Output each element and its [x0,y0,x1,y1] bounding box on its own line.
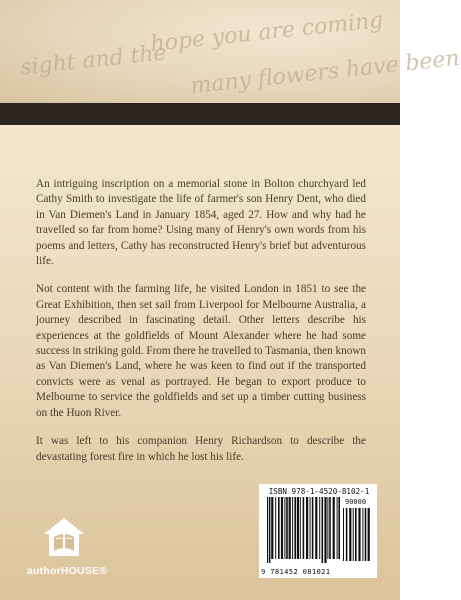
addon-barcode-bars [343,508,371,565]
script-line: hope you are coming [149,7,385,58]
script-line: many flowers have been [189,45,461,100]
script-line: sight and the [19,40,168,81]
dark-band [0,103,400,125]
handwriting-background [0,0,461,103]
barcode-bars [267,497,341,565]
barcode-digits: 9 781452 081021 [261,567,331,576]
isbn-text: ISBN 978-1-4520-8102-1 [268,487,370,496]
blurb-text [36,177,366,478]
price-code: 90000 [345,498,367,506]
publisher-name: authorHOUSE® [27,565,108,577]
barcode [259,484,377,578]
blurb-paragraph: It was left to his companion Henry Richardson to describe the devastating forest fire in which he lost his life. [36,435,366,463]
publisher-logo [27,515,108,577]
blurb-paragraph: An intriguing inscription on a memorial stone in Bolton churchyard led Cathy Smith to investigate the life of farmer's son Henry Dent, who died in Van Diemen's Land in January 1854, aged 27. How and why had he travelled so far from home? Using many of Henry's own words from his poems and letters, Cathy has reconstructed Henry's brief but adventurous life. [36,178,366,268]
house-book-icon [41,515,87,561]
blurb-paragraph: Not content with the farming life, he visited London in 1851 to see the Great Exhibition, then set sail from Liverpool for Melbourne Australia, a journey described in fascinating detail. Other letters describe his experiences at the goldfields of Mount Alexander where he had some success in striking gold. From there he travelled to Tasmania, then known as Van Diemen's Land, where he was keen to find out if the transported convicts were as venal as portrayed. He began to export produce to Melbourne to service the goldfields and set up a timber cutting business on the Huon River. [36,283,366,419]
